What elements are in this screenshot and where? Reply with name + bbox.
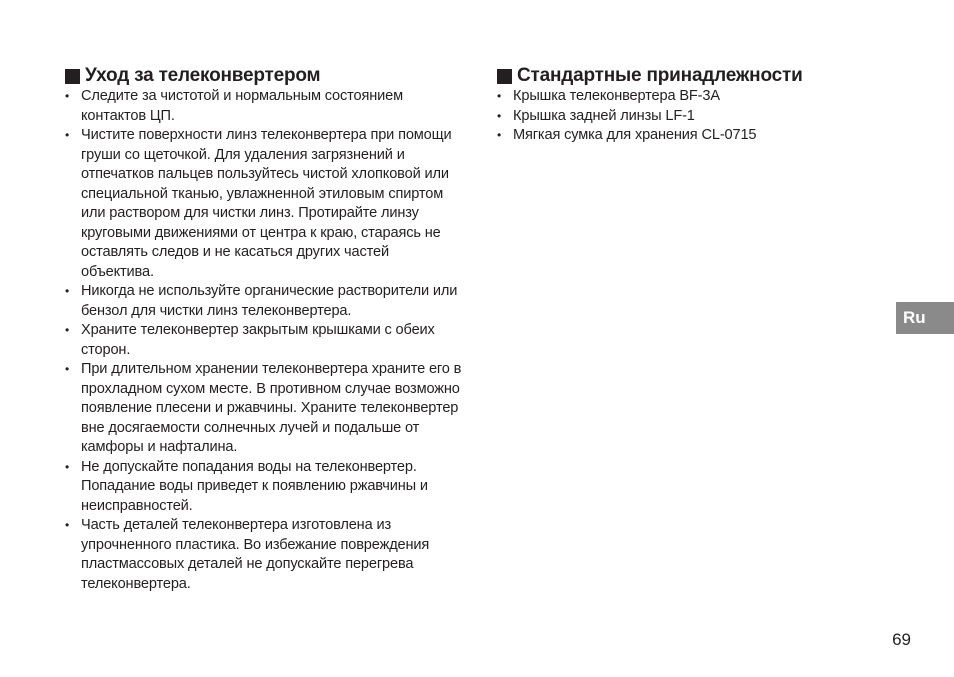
accessories-section	[497, 66, 887, 146]
bullet-icon: •	[65, 323, 70, 337]
accessories-list-item-text: Мягкая сумка для хранения CL-0715	[513, 127, 757, 143]
accessories-list	[497, 87, 887, 146]
care-list	[65, 87, 465, 594]
bullet-icon: •	[65, 89, 70, 103]
care-list-item	[65, 126, 465, 282]
page-number: 69	[892, 630, 911, 649]
accessories-list-item	[497, 107, 887, 127]
care-heading	[65, 66, 465, 86]
accessories-heading-text: Стандартные принадлежности	[517, 65, 803, 86]
accessories-list-item	[497, 126, 887, 146]
bullet-icon: •	[497, 89, 502, 103]
care-list-item-text: Никогда не используйте органические растворители или бензол для чистки линз телеконвертера.	[81, 283, 458, 319]
bullet-icon: •	[65, 459, 70, 474]
language-tab: Ru	[896, 302, 954, 334]
care-list-item-text: Не допускайте попадания воды на телеконвертер. Попадание воды приведет к появлению ржавчины и неисправностей.	[81, 458, 428, 514]
accessories-list-item-text: Крышка телеконвертера BF-3A	[513, 88, 720, 104]
care-list-item-text: Следите за чистотой и нормальным состоянием контактов ЦП.	[81, 88, 404, 124]
heading-square-icon	[497, 69, 512, 84]
bullet-icon: •	[497, 128, 502, 142]
care-section	[65, 66, 465, 594]
accessories-list-item	[497, 87, 887, 107]
bullet-icon: •	[65, 128, 70, 142]
bullet-icon: •	[65, 362, 70, 376]
bullet-icon: •	[65, 284, 70, 298]
care-list-item-text: Храните телеконвертер закрытым крышками с обеих сторон.	[81, 322, 435, 358]
care-heading-text: Уход за телеконвертером	[85, 65, 321, 86]
care-list-item	[65, 87, 465, 126]
bullet-icon: •	[497, 108, 502, 123]
care-list-item-text: Чистите поверхности линз телеконвертера при помощи груши со щеточкой. Для удаления загрязнений и отпечатков пальцев пользуйтесь чистой хлопковой или специальной тканью, увлажненной этиловым спиртом или раствором для чистки линз. Протирайте линзу круговыми движениями от центра к краю, стараясь не оставлять следов и не касаться других частей объектива.	[81, 127, 452, 280]
care-list-item-text: При длительном хранении телеконвертера храните его в прохладном сухом месте. В противном случае возможно появление плесени и ржавчины. Храните телеконвертер вне досягаемости солнечных лучей и подальше от камфоры и нафталина.	[81, 361, 462, 455]
care-list-item	[65, 360, 465, 458]
accessories-heading	[497, 66, 887, 86]
care-list-item	[65, 282, 465, 321]
accessories-list-item-text: Крышка задней линзы LF-1	[513, 107, 695, 124]
care-list-item	[65, 458, 465, 517]
care-list-item	[65, 516, 465, 594]
heading-square-icon	[65, 69, 80, 84]
care-list-item	[65, 321, 465, 360]
care-list-item-text: Часть деталей телеконвертера изготовлена из упрочненного пластика. Во избежание повреждения пластмассовых деталей не допускайте перегрева телеконвертера.	[81, 517, 430, 592]
bullet-icon: •	[65, 518, 70, 532]
